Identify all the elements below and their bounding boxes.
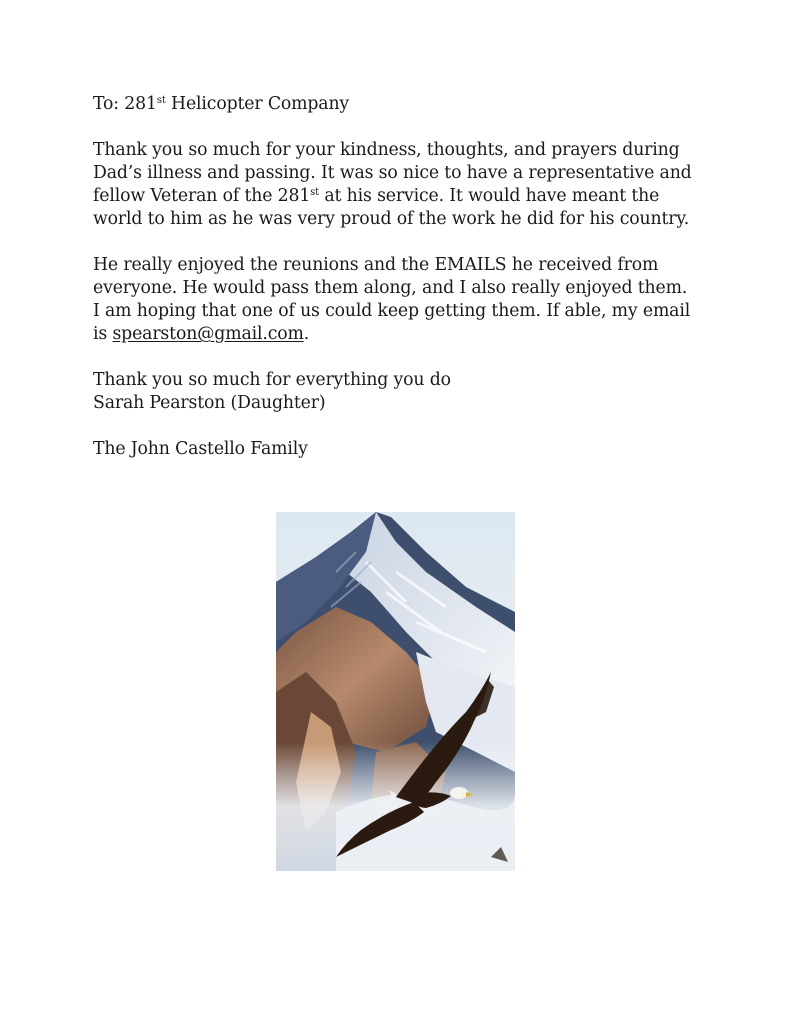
paragraph-thanks <box>93 139 713 231</box>
closing <box>93 369 713 415</box>
paragraph-line <box>93 185 713 208</box>
eagle-mountain-icon <box>276 512 515 871</box>
paragraph-line: I am hoping that one of us could keep getting them. If able, my email <box>93 301 691 321</box>
letter-body <box>93 93 713 484</box>
paragraph-line: He really enjoyed the reunions and the EMAILS he received from <box>93 255 659 275</box>
email-link[interactable]: spearston@gmail.com <box>112 324 304 344</box>
eagle-mountain-illustration <box>276 512 515 871</box>
paragraph-line: Thank you so much for your kindness, thoughts, and prayers during <box>93 140 680 160</box>
salutation-prefix: To: 281 <box>93 94 157 114</box>
salutation-superscript: st <box>156 95 166 106</box>
paragraph-line <box>93 323 713 346</box>
line-text: . <box>303 324 310 344</box>
line-text: is <box>93 324 113 344</box>
salutation <box>93 93 713 116</box>
paragraph-emails <box>93 254 713 346</box>
superscript: st <box>310 187 320 198</box>
signature-line: Sarah Pearston (Daughter) <box>93 393 326 413</box>
line-text: at his service. It would have meant the <box>319 186 660 206</box>
paragraph-line: world to him as he was very proud of the work he did for his country. <box>93 209 690 229</box>
family-signoff <box>93 438 713 461</box>
line-text: fellow Veteran of the 281 <box>93 186 311 206</box>
paragraph-line: everyone. He would pass them along, and I also really enjoyed them. <box>93 278 688 298</box>
closing-line: Thank you so much for everything you do <box>93 370 451 390</box>
paragraph-line: Dad’s illness and passing. It was so nice to have a representative and <box>93 163 692 183</box>
salutation-suffix: Helicopter Company <box>165 94 350 114</box>
family-name: The John Castello Family <box>93 439 308 459</box>
